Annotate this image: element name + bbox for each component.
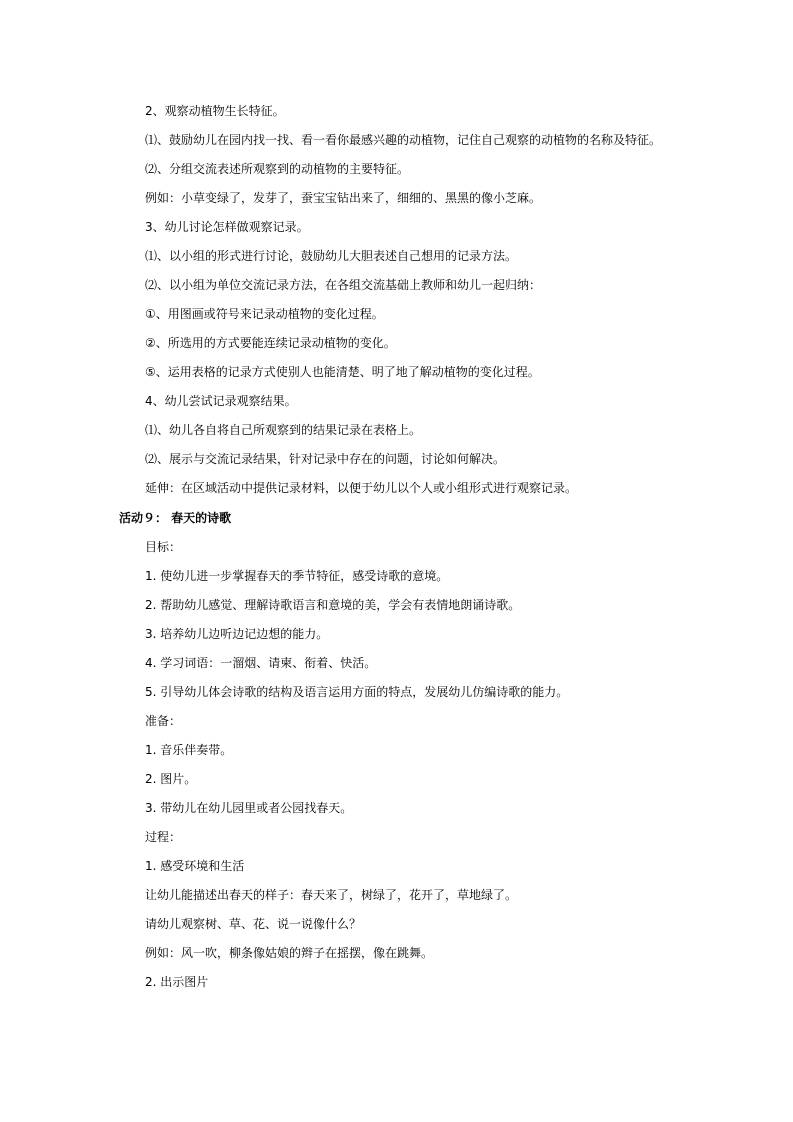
step-3-item-1: ⑴、以小组的形式进行讨论，鼓励幼儿大胆表述自己想用的记录方法。 [145,249,518,263]
step-2-example: 例如：小草变绿了，发芽了，蚕宝宝钻出来了，细细的、黑黑的像小芝麻。 [145,191,542,205]
activity-9-heading: 活动９： 春天的诗歌 [119,511,232,525]
summary-point-2: ②、所选用的方式要能连续记录动植物的变化。 [145,336,396,350]
process-step-1-text: 让幼儿能描述出春天的样子：春天来了，树绿了，花开了，草地绿了。 [145,888,518,902]
goal-2: 2. 帮助幼儿感觉、理解诗歌语言和意境的美，学会有表情地朗诵诗歌。 [145,598,521,612]
step-2-heading: 2、观察动植物生长特征。 [145,104,285,118]
process-step-1-example: 例如：风一吹，柳条像姑娘的辫子在摇摆，像在跳舞。 [145,946,434,960]
extension-note: 延伸：在区域活动中提供记录材料，以便于幼儿以个人或小组形式进行观察记录。 [145,481,578,495]
process-step-1-question: 请幼儿观察树、草、花、说一说像什么？ [145,917,362,931]
step-4-item-2: ⑵、展示与交流记录结果，针对记录中存在的问题，讨论如何解决。 [145,452,506,466]
step-4-item-1: ⑴、幼儿各自将自己所观察到的结果记录在表格上。 [145,423,422,437]
process-label: 过程： [145,830,182,844]
step-4-heading: 4、幼儿尝试记录观察结果。 [145,394,297,408]
process-step-1: 1. 感受环境和生活 [145,859,245,873]
summary-point-1: ①、用图画或符号来记录动植物的变化过程。 [145,307,384,321]
step-2-item-1: ⑴、鼓励幼儿在园内找一找、看一看你最感兴趣的动植物，记住自己观察的动植物的名称及特征。 [145,133,662,147]
goal-1: 1. 使幼儿进一步掌握春天的季节特征，感受诗歌的意境。 [145,569,449,583]
preparation-3: 3. 带幼儿在幼儿园里或者公园找春天。 [145,801,353,815]
goal-4: 4. 学习词语：一溜烟、请柬、衔着、快活。 [145,656,377,670]
goal-5: 5. 引导幼儿体会诗歌的结构及语言运用方面的特点，发展幼儿仿编诗歌的能力。 [145,685,569,699]
preparation-2: 2. 图片。 [145,772,197,786]
step-2-item-2: ⑵、分组交流表述所观察到的动植物的主要特征。 [145,162,410,176]
process-step-2: 2. 出示图片 [145,975,209,989]
summary-point-3: ⑤、运用表格的记录方式使别人也能清楚、明了地了解动植物的变化过程。 [145,365,540,379]
step-3-heading: 3、幼儿讨论怎样做观察记录。 [145,220,309,234]
step-3-item-2: ⑵、以小组为单位交流记录方法，在各组交流基础上教师和幼儿一起归纳： [145,278,542,292]
preparation-label: 准备： [145,714,182,728]
goal-3: 3. 培养幼儿边听边记边想的能力。 [145,627,329,641]
goals-label: 目标： [145,540,182,554]
preparation-1: 1. 音乐伴奏带。 [145,743,233,757]
